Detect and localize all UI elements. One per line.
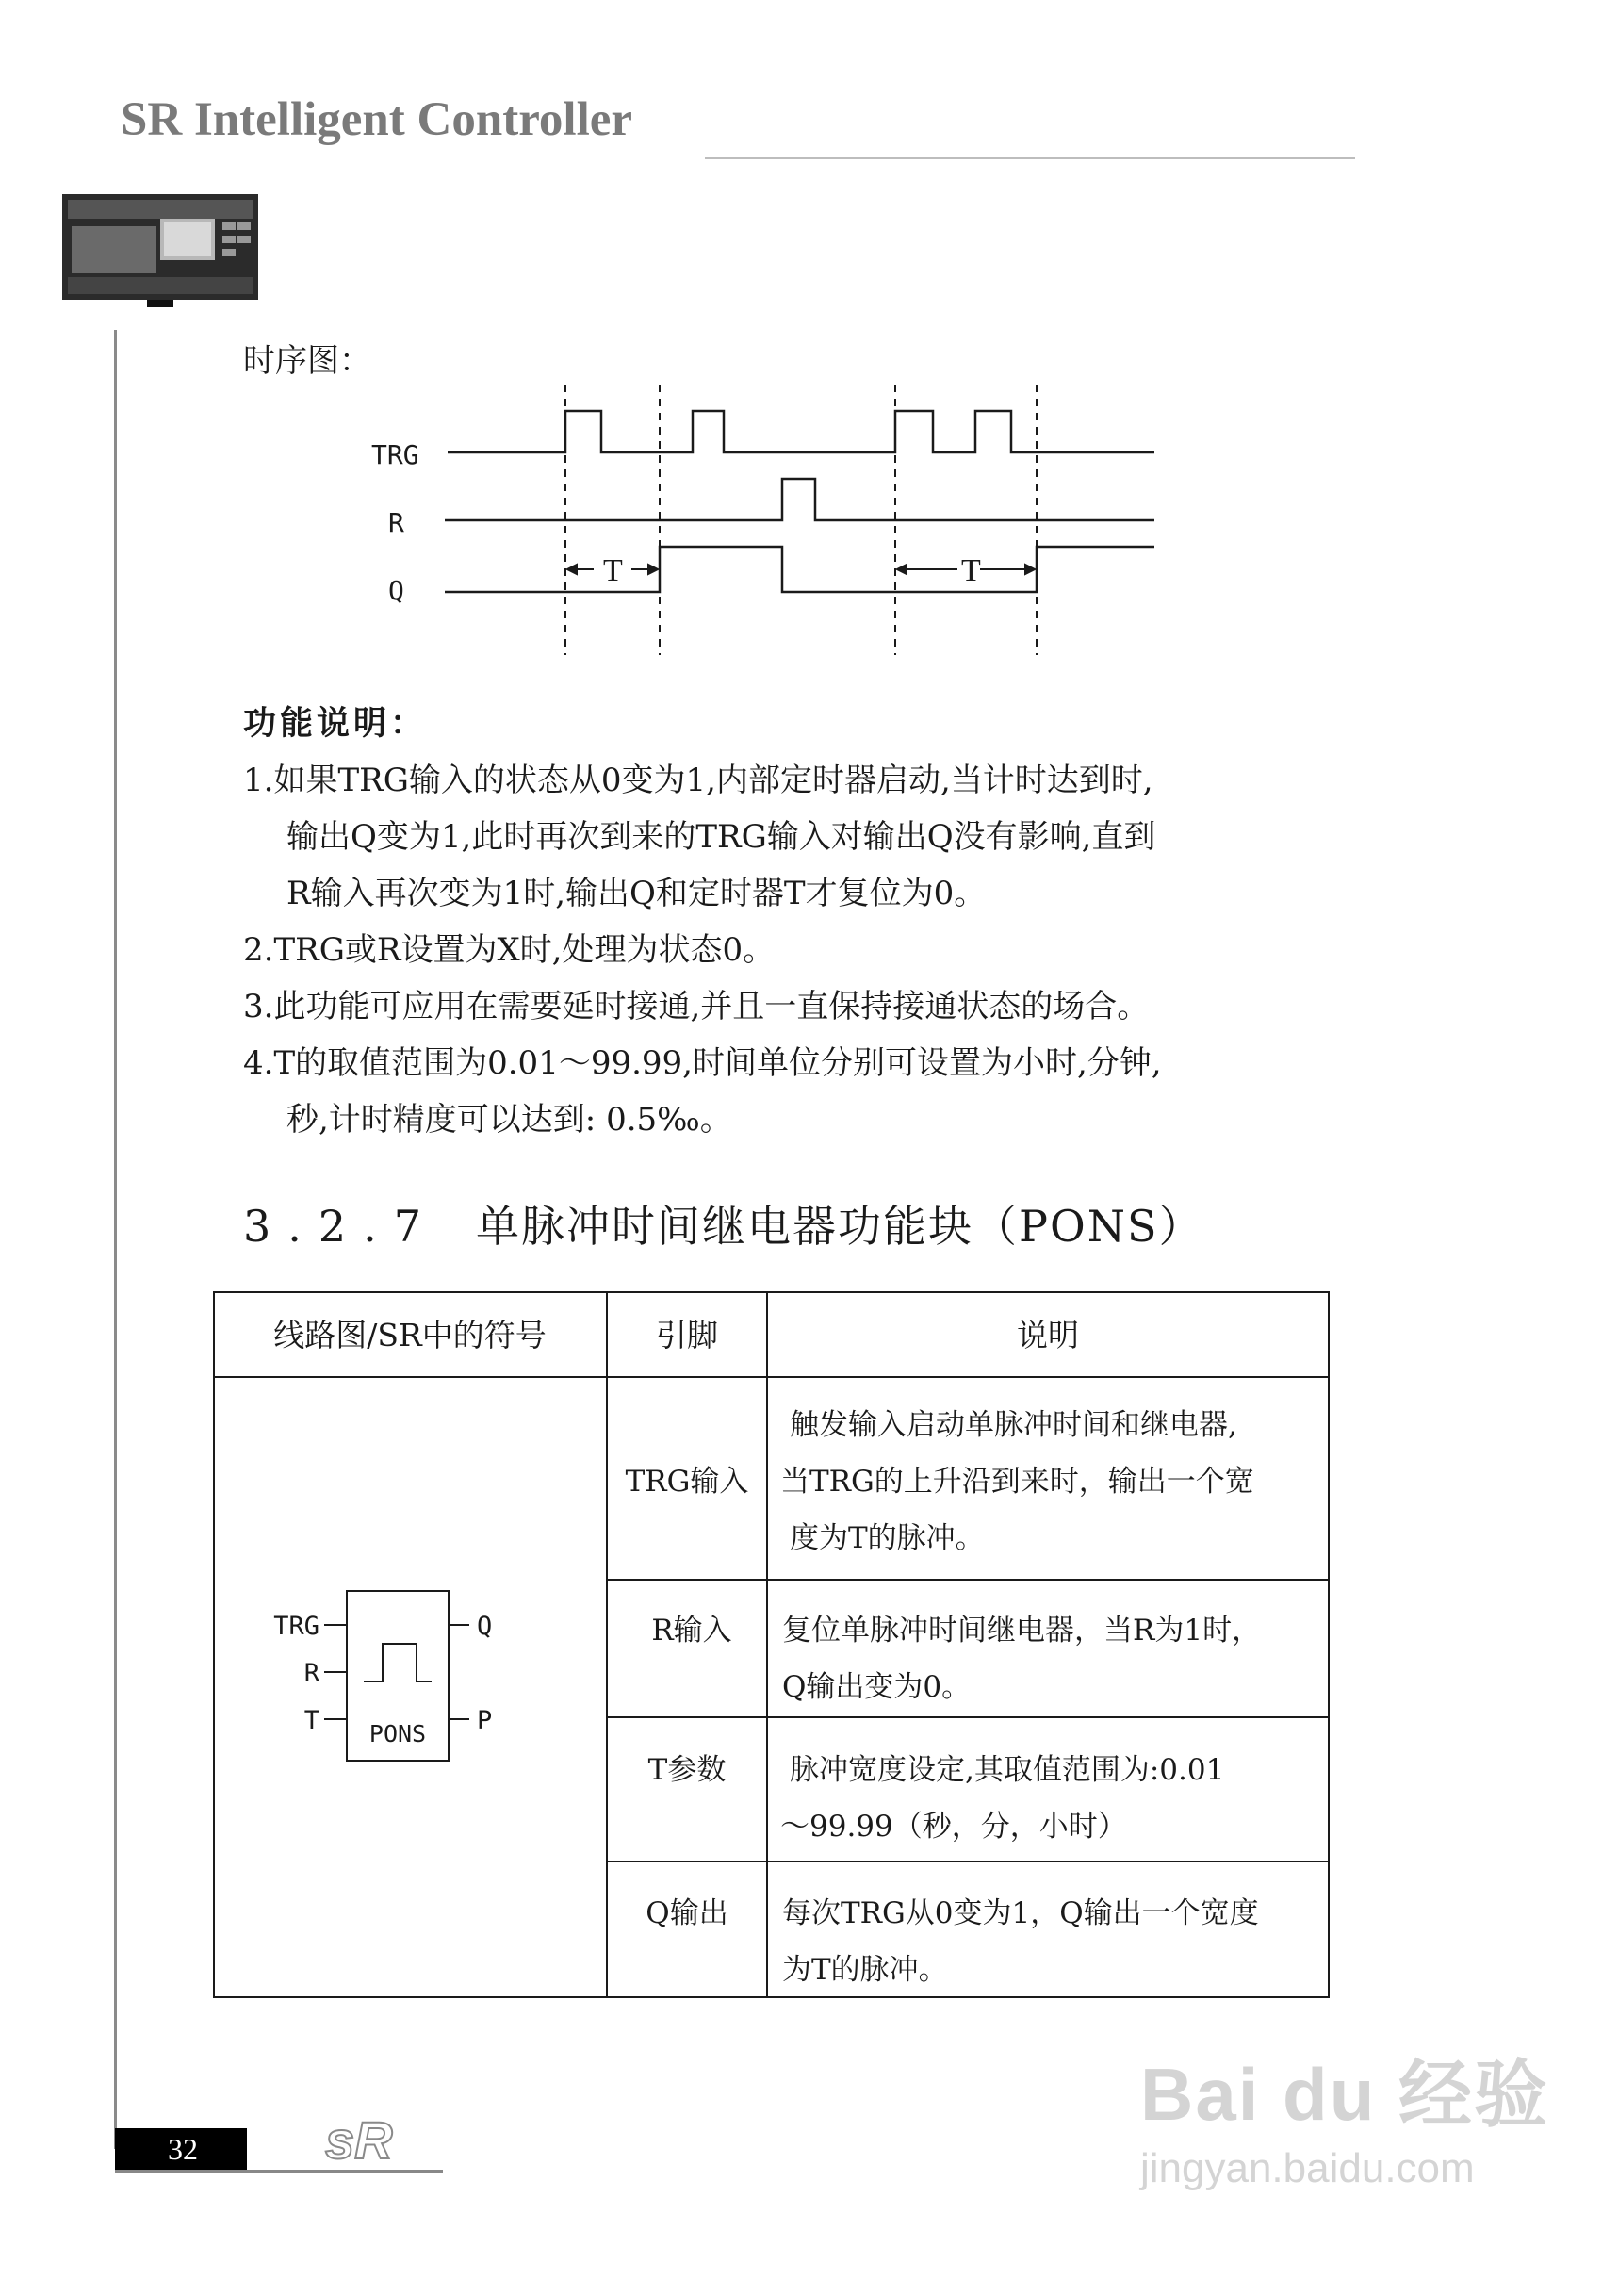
- watermark-brand: Bai du 经验: [1140, 2053, 1550, 2136]
- desc-trg-line: 度为T的脉冲。: [790, 1521, 985, 1555]
- controller-device-image: [62, 194, 258, 307]
- function-item-1: 1.如果TRG输入的状态从0变为1,内部定时器启动,当计时达到时, 输出Q变为1,此时再次到来的TRG输入对输出Q没有影响,直到 R输入再次变为1时,输出Q和定时器T才复位为0。: [243, 762, 1156, 912]
- header-description: 说明: [1017, 1317, 1079, 1353]
- pin-t: T参数: [647, 1753, 727, 1787]
- desc-q-line: 为T的脉冲。: [782, 1953, 948, 1987]
- block-output-q: Q: [477, 1612, 493, 1641]
- header-pin: 引脚: [656, 1317, 718, 1353]
- pin-q: Q输出: [646, 1896, 728, 1930]
- pin-table: [213, 1291, 1330, 1998]
- footer-rule: [115, 2170, 443, 2173]
- function-item-2: 2.TRG或R设置为X时,处理为状态0。: [243, 931, 776, 969]
- interval-label-t: T: [961, 553, 981, 588]
- desc-r-line: 复位单脉冲时间继电器，当R为1时，: [782, 1614, 1262, 1648]
- desc-trg-line: 当TRG的上升沿到来时，输出一个宽: [780, 1465, 1254, 1499]
- trg-waveform: [448, 411, 1154, 452]
- interval-label-t: T: [603, 553, 623, 588]
- desc-q-line: 每次TRG从0变为1，Q输出一个宽度: [782, 1896, 1259, 1930]
- function-item-3: 3.此功能可应用在需要延时接通,并且一直保持接通状态的场合。: [243, 988, 1150, 1025]
- block-label: PONS: [368, 1720, 427, 1747]
- desc-t-line: ～99.99（秒，分，小时）: [780, 1810, 1127, 1844]
- desc-r-line: Q输出变为0。: [782, 1670, 972, 1704]
- timing-diagram: [358, 377, 1187, 679]
- baidu-watermark: [1140, 2036, 1549, 2192]
- q-waveform: [445, 547, 1154, 592]
- desc-trg-line: 触发输入启动单脉冲时间和继电器,: [790, 1408, 1237, 1442]
- pin-trg: TRG输入: [625, 1465, 749, 1499]
- watermark-url: jingyan.baidu.com: [1140, 2145, 1475, 2191]
- header-symbol: 线路图/SR中的符号: [273, 1317, 547, 1353]
- timing-diagram-heading: 时序图：: [243, 342, 371, 380]
- section-heading: [243, 1192, 1203, 1255]
- left-margin-rule: [114, 330, 117, 2149]
- function-heading: 功能说明：: [243, 704, 428, 743]
- block-input-t: T: [303, 1706, 319, 1735]
- block-input-r: R: [303, 1659, 319, 1688]
- desc-t-line: 脉冲宽度设定,其取值范围为:0.01: [790, 1753, 1225, 1787]
- footer-logo: sR: [325, 2110, 393, 2170]
- signal-label-trg: TRG: [371, 439, 419, 470]
- block-output-p: P: [477, 1706, 493, 1735]
- page-number: 32: [168, 2132, 198, 2166]
- function-item-4: 4.T的取值范围为0.01～99.99,时间单位分别可设置为小时,分钟, 秒,计时精度可以达到: 0.5‰。: [243, 1044, 1162, 1139]
- pin-r: R输入: [651, 1614, 732, 1648]
- signal-label-q: Q: [388, 575, 404, 606]
- header-rule: [705, 157, 1355, 159]
- header-title: SR Intelligent Controller: [121, 93, 633, 146]
- section-number: 3.2.7: [243, 1201, 439, 1252]
- block-input-trg: TRG: [273, 1612, 319, 1641]
- section-title: 单脉冲时间继电器功能块（PONS）: [476, 1201, 1204, 1252]
- signal-label-r: R: [388, 507, 404, 538]
- r-waveform: [445, 479, 1154, 520]
